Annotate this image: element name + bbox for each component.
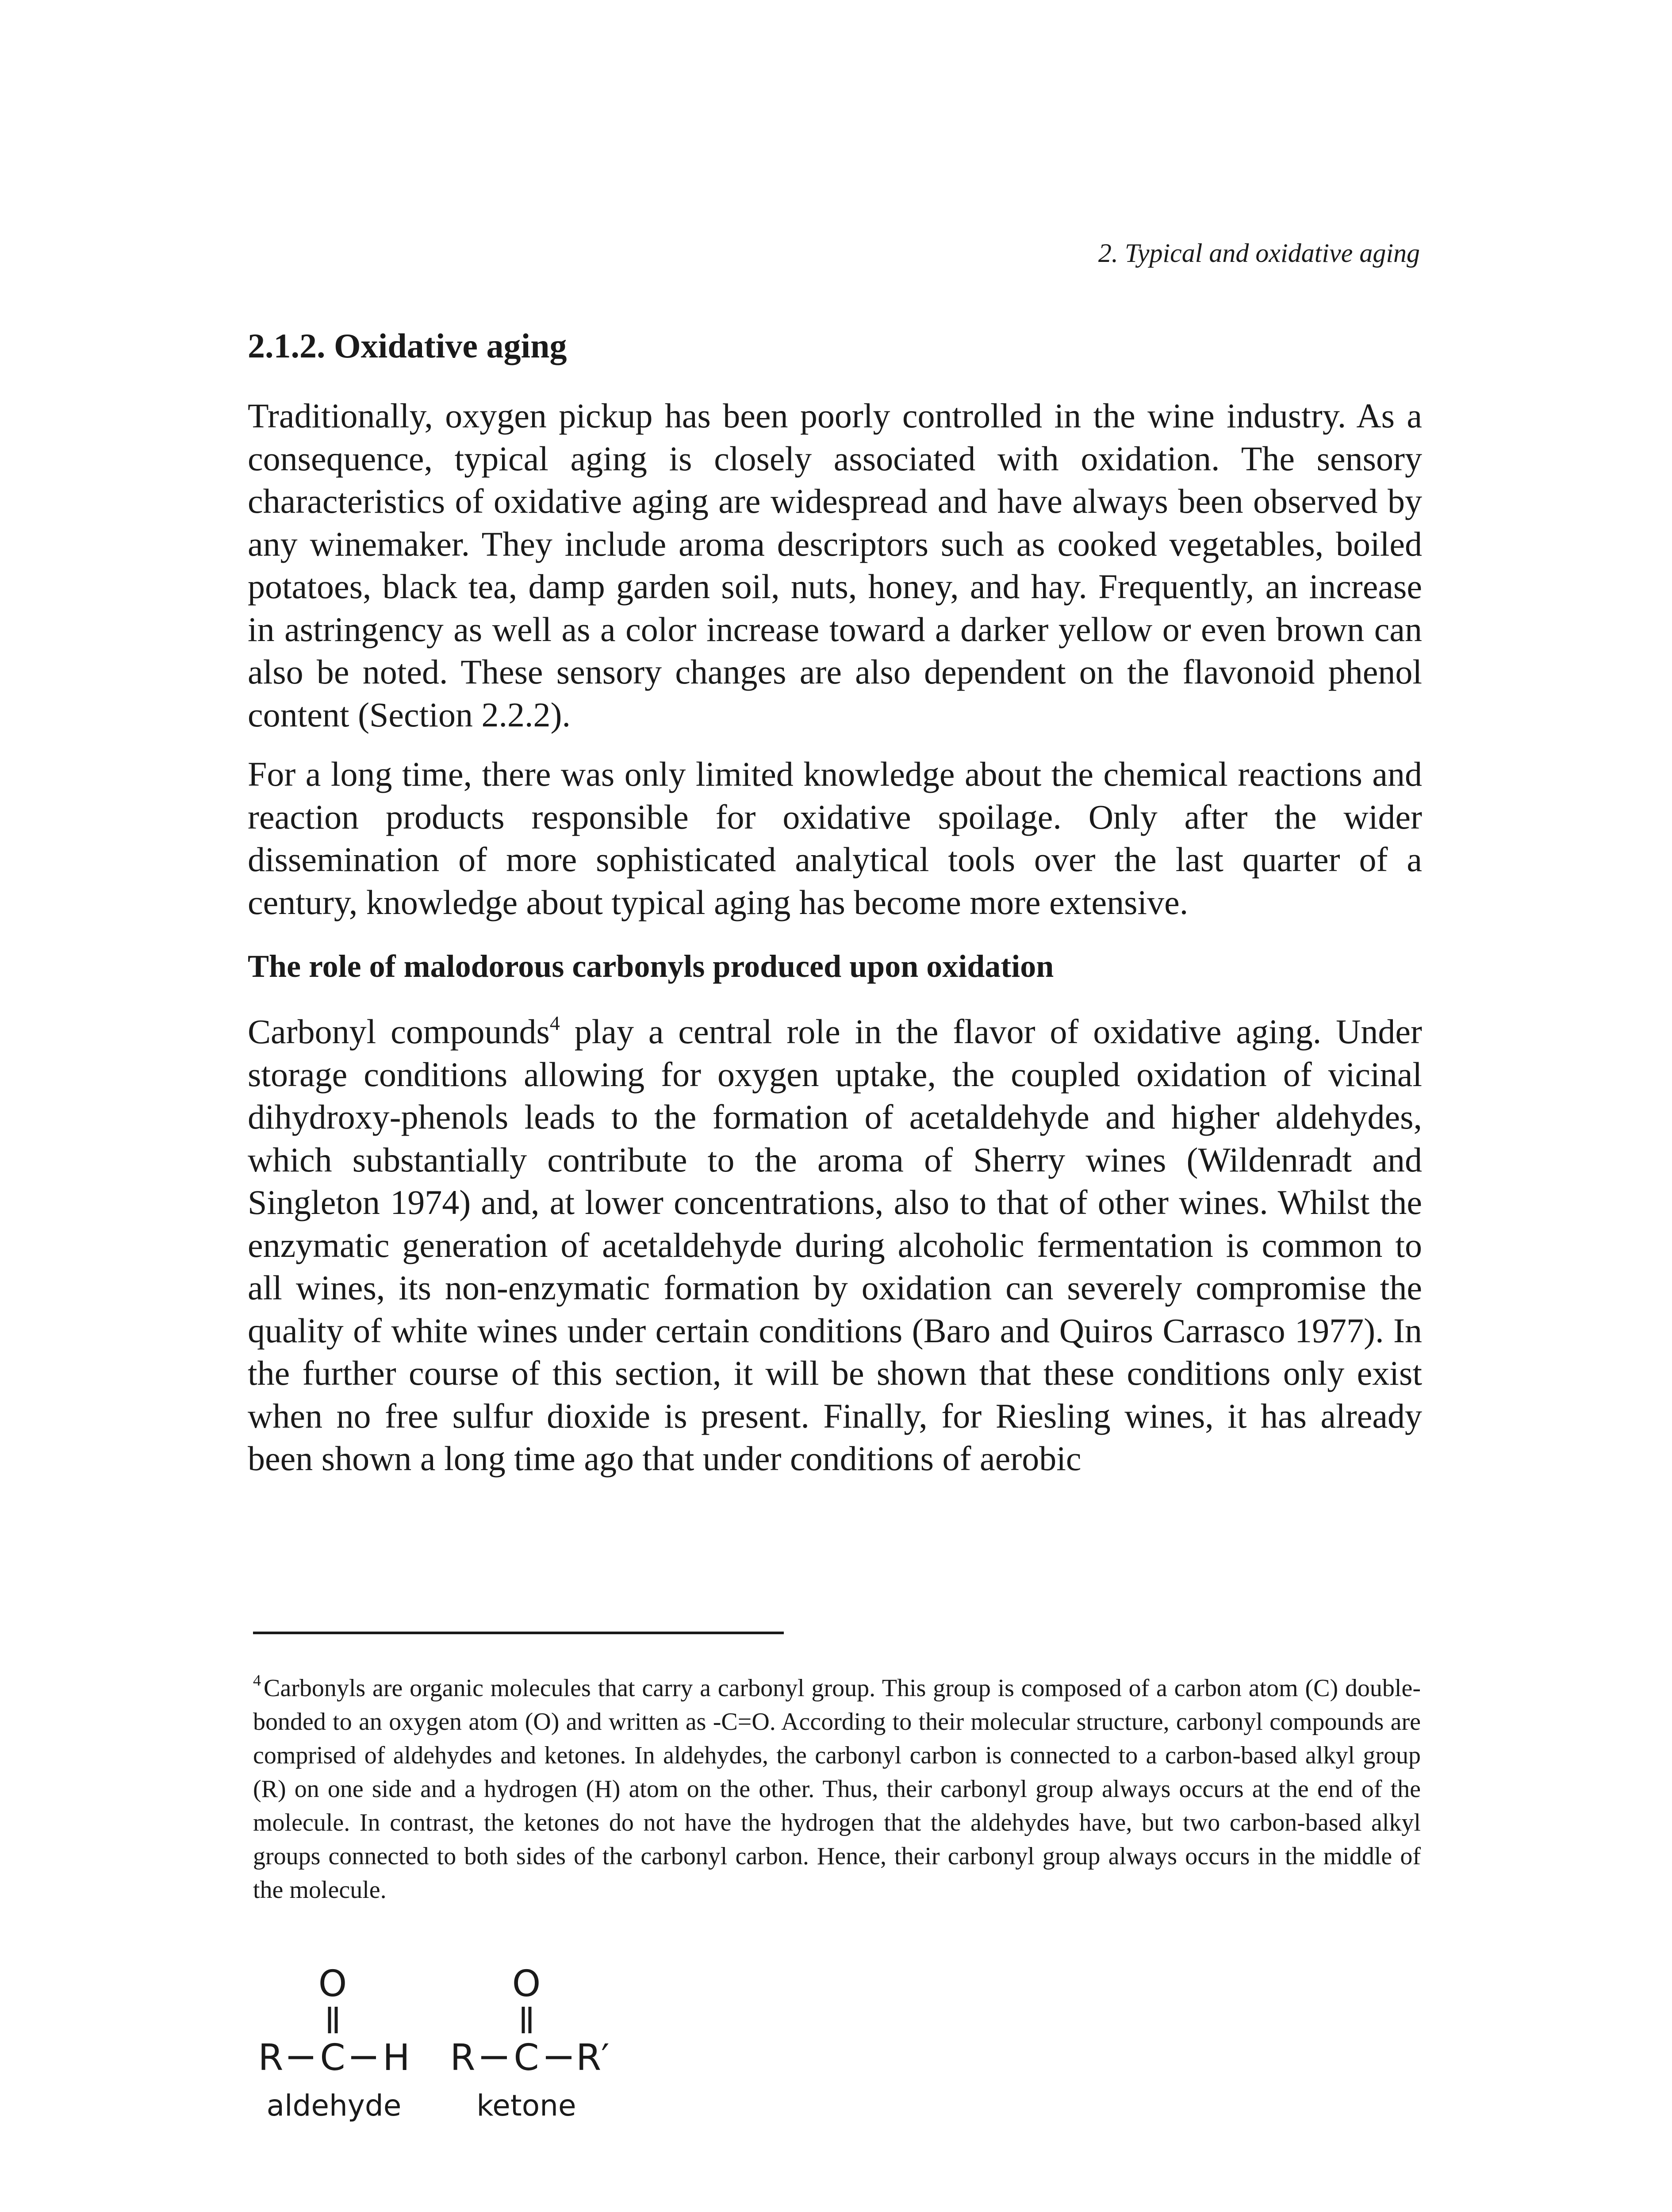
paragraph-carbonyl-compounds: [248, 1010, 1422, 1480]
ketone-oxygen: O: [512, 1963, 541, 2005]
aldehyde-carbon: C: [320, 2037, 345, 2079]
ketone-r-group-left: R: [450, 2037, 476, 2079]
paragraph-oxidative-aging: Traditionally, oxygen pickup has been poorly controlled in the wine industry. As a consequence, typical aging is closely associated with oxidation. The sensory characteristics of oxidative aging are widespread and have always been observed by any winemaker. They include aroma descriptors such as cooked vegetables, boiled potatoes, black tea, damp garden soil, nuts, honey, and hay. Frequently, an increase in astringency as well as a color increase toward a darker yellow or even brown can also be noted. These sensory changes are also dependent on the flavonoid phenol content (Section 2.2.2).: [248, 396, 1422, 734]
footnote-reference[interactable]: 4: [549, 1012, 560, 1034]
footnote-text: Carbonyls are organic molecules that carry a carbonyl group. This group is composed of a carbon atom (C) double-bonded to an oxygen atom (O) and written as -C=O. According to their molecular structure, carbonyl compounds are comprised of aldehydes and ketones. In aldehydes, the carbonyl carbon is connected to a carbon-based alkyl group (R) on one side and a hydrogen (H) atom on the other. Thus, their carbonyl group always occurs at the end of the molecule. In contrast, the ketones do not have the hydrogen that the aldehydes have, but two carbon-based alkyl groups connected to both sides of the carbonyl carbon. Hence, their carbonyl group always occurs in the middle of the molecule.: [253, 1674, 1421, 1904]
paragraph-rest: play a central role in the flavor of oxidative aging. Under storage conditions allowing for oxygen uptake, the coupled oxidation of vicinal dihydroxy-phenols leads to the formation of acetaldehyde and higher aldehydes, which substantially contribute to the aroma of Sherry wines (Wildenradt and Singleton 1974) and, at lower concentrations, also to that of other wines. Whilst the enzymatic generation of acetaldehyde during alcoholic fermentation is common to all wines, its non-enzymatic formation by oxidation can severely compromise the quality of white wines under certain conditions (Baro and Quiros Carrasco 1977). In the further course of this section, it will be shown that these conditions only exist when no free sulfur dioxide is present. Finally, for Riesling wines, it has already been shown a long time ago that under conditions of aerobic: [248, 1012, 1423, 1478]
running-header: 2. Typical and oxidative aging: [1098, 238, 1420, 268]
ketone-structure: [442, 1960, 619, 2128]
footnote: [253, 1671, 1421, 1907]
aldehyde-oxygen: O: [318, 1963, 347, 2005]
aldehyde-caption: aldehyde: [266, 2089, 402, 2123]
aldehyde-structure: [257, 1960, 425, 2128]
aldehyde-hydrogen: H: [383, 2037, 410, 2079]
paragraph-lead: Carbonyl compounds: [248, 1012, 550, 1051]
ketone-r-group-right: R′: [576, 2037, 610, 2079]
ketone-carbon: C: [514, 2037, 539, 2079]
subheading-malodorous-carbonyls: The role of malodorous carbonyls produced upon oxidation: [248, 949, 1054, 984]
ketone-structure-diagram: [442, 1960, 619, 2128]
aldehyde-structure-diagram: [257, 1960, 425, 2128]
ketone-caption: ketone: [476, 2089, 576, 2123]
aldehyde-r-group: R: [258, 2037, 284, 2079]
footnote-number: 4: [253, 1671, 261, 1689]
footnote-divider: [253, 1632, 784, 1634]
section-heading: 2.1.2. Oxidative aging: [248, 326, 567, 365]
paragraph-limited-knowledge: For a long time, there was only limited knowledge about the chemical reactions and reaction products responsible for oxidative spoilage. Only after the wider dissemination of more sophisticated analytical tools over the last quarter of a century, knowledge about typical aging has become more extensive.: [248, 755, 1422, 922]
